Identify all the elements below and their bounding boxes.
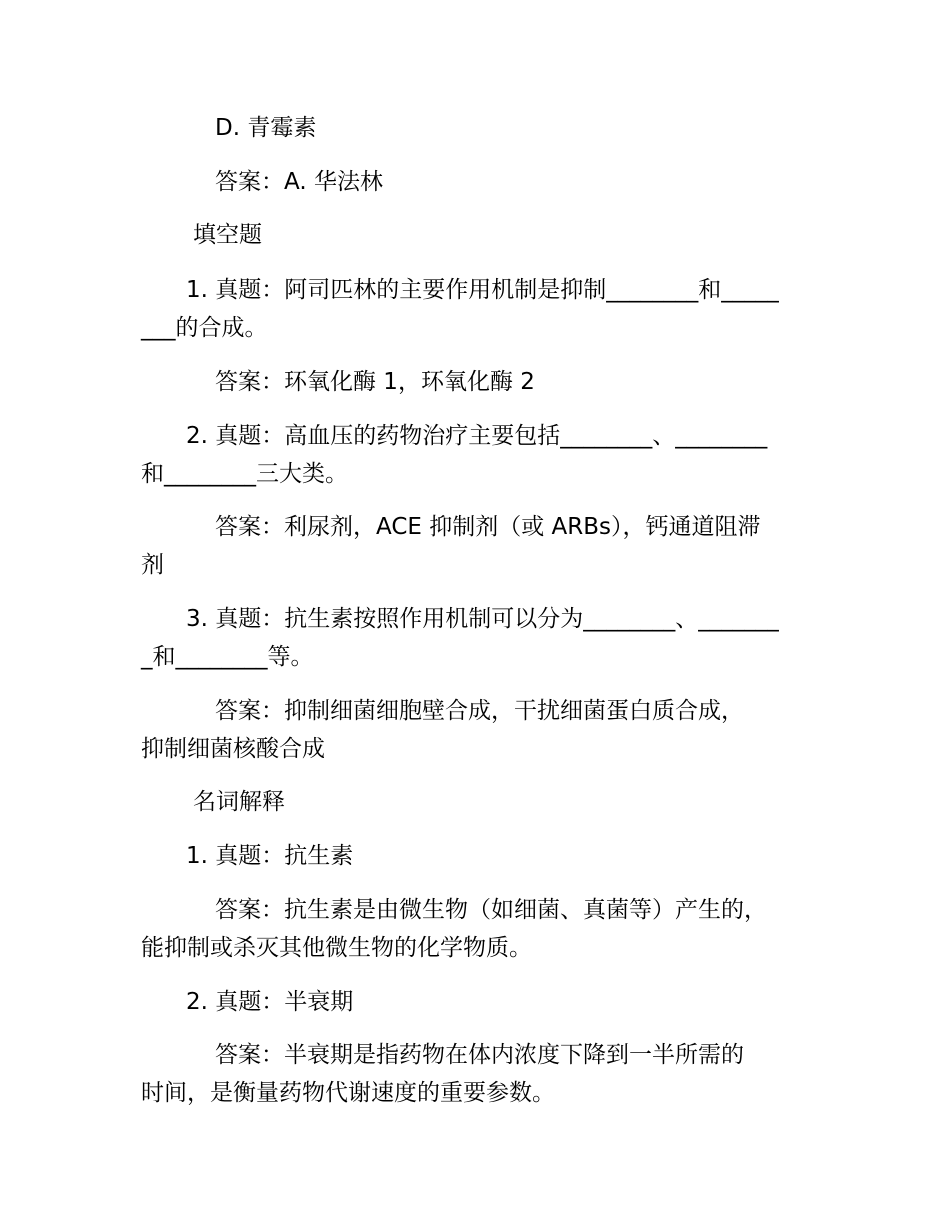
- answer-line: 答案：A. 华法林: [215, 169, 383, 195]
- question-3: 3. 真题：抗生素按照作用机制可以分为________、_______: [186, 606, 779, 632]
- question-1: 1. 真题：阿司匹林的主要作用机制是抑制________和_____: [186, 277, 779, 303]
- answer-2-continued: 剂: [141, 552, 164, 578]
- section-heading-fill-blank: 填空题: [193, 222, 262, 248]
- option-d: D. 青霉素: [215, 115, 317, 141]
- term-answer-2: 答案：半衰期是指药物在体内浓度下降到一半所需的: [215, 1042, 744, 1068]
- question-1-continued: ___的合成。: [141, 315, 268, 341]
- answer-1: 答案：环氧化酶 1，环氧化酶 2: [215, 369, 535, 395]
- question-2-continued: 和________三大类。: [141, 461, 348, 487]
- term-answer-1: 答案：抗生素是由微生物（如细菌、真菌等）产生的，: [215, 897, 767, 923]
- term-question-1: 1. 真题：抗生素: [186, 843, 354, 869]
- term-question-2: 2. 真题：半衰期: [186, 989, 354, 1015]
- answer-3: 答案：抑制细菌细胞壁合成，干扰细菌蛋白质合成，: [215, 698, 744, 724]
- term-answer-1-continued: 能抑制或杀灭其他微生物的化学物质。: [141, 935, 532, 961]
- answer-3-continued: 抑制细菌核酸合成: [141, 736, 325, 762]
- question-2: 2. 真题：高血压的药物治疗主要包括________、________: [186, 423, 768, 449]
- section-heading-term-explanation: 名词解释: [193, 789, 285, 815]
- term-answer-2-continued: 时间，是衡量药物代谢速度的重要参数。: [141, 1080, 555, 1106]
- question-3-continued: _和________等。: [141, 644, 314, 670]
- answer-2: 答案：利尿剂，ACE 抑制剂（或 ARBs），钙通道阻滞: [215, 514, 761, 540]
